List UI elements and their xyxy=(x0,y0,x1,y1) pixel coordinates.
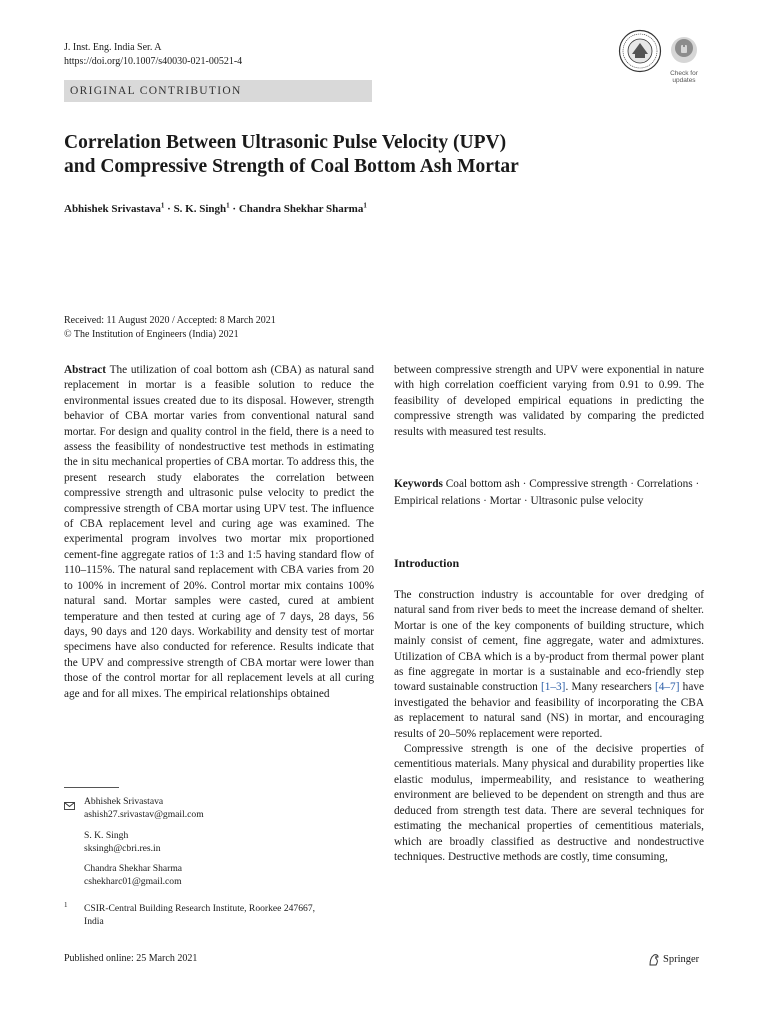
author-affiliation-mark: 1 xyxy=(160,201,165,210)
check-for-updates-button[interactable] xyxy=(666,36,702,84)
contact-email[interactable]: sksingh@cbri.res.in xyxy=(84,843,161,854)
introduction-paragraph-2: Compressive strength is one of the decisive properties of cementitious materials. Many physical and durability properties like elastic modulus, impermeability, and resistance to weathering environment are believed to be dependent on strength and thus are deduced from strength test data. There are several techniques for estimating the mechanical properties of cementitious materials, which are broadly classified as destructive and nondestructive techniques. Destructive methods are costly, time consuming, xyxy=(394,743,704,863)
introduction-body xyxy=(394,588,704,865)
title-line-2: and Compressive Strength of Coal Bottom Ash Mortar xyxy=(64,156,519,177)
introduction-paragraph-1: The construction industry is accountable for over dredging of natural sand from river beds to meet the increase demand of shelter. Mortar is one of the key components of building structure, which mainly consist of cement, fine aggregate, water and admixtures. Utilization of CBA which is a by-product from thermal power plant as fine aggregate in mortar is a sustainable and eco-friendly step toward sustainable construction [1–3]. Many researchers [4–7] have investigated the behavior and feasibility of incorporating the CBA as replacement to natural sand (NS) in mortar, and encouraging results of 20–50% replacement were reported. xyxy=(394,589,704,740)
affiliation-number: 1 xyxy=(64,901,68,909)
contact-name: Chandra Shekhar Sharma xyxy=(84,863,183,874)
author-name[interactable]: Chandra Shekhar Sharma xyxy=(238,203,364,215)
affiliation xyxy=(84,902,315,928)
received-accepted-dates: Received: 11 August 2020 / Accepted: 8 March 2021 xyxy=(64,315,276,326)
published-online-date: Published online: 25 March 2021 xyxy=(64,953,198,964)
corresponding-author-2 xyxy=(84,829,161,855)
copyright-notice: © The Institution of Engineers (India) 2021 xyxy=(64,328,239,340)
corresponding-author-1 xyxy=(84,795,204,821)
springer-horse-icon xyxy=(648,953,660,966)
keywords-block xyxy=(394,476,704,509)
keywords-heading: Keywords xyxy=(394,478,443,490)
citation-link[interactable]: [1–3] xyxy=(540,681,566,694)
contact-name: S. K. Singh xyxy=(84,830,129,841)
contact-email[interactable]: ashish27.srivastav@gmail.com xyxy=(84,809,204,820)
article-type-badge: ORIGINAL CONTRIBUTION xyxy=(64,80,372,102)
citation-link[interactable]: [4–7] xyxy=(655,681,680,694)
check-updates-icon xyxy=(670,36,698,64)
author-separator: · xyxy=(229,203,239,215)
abstract-continuation: between compressive strength and UPV were exponential in nature with high correlation coefficient varying from 0.91 to 0.99. The feasibility of developed empirical equations in predicting the compressive strength was validated by comparing the predicted results with measured test results. xyxy=(394,364,704,438)
check-updates-label-1: Check for xyxy=(670,70,698,77)
mail-icon xyxy=(64,797,75,815)
contact-email[interactable]: cshekharc01@gmail.com xyxy=(84,876,182,887)
abstract-heading: Abstract xyxy=(64,364,107,376)
contact-name: Abhishek Srivastava xyxy=(84,796,164,807)
title-line-1: Correlation Between Ultrasonic Pulse Velocity (UPV) xyxy=(64,132,507,153)
publication-dates xyxy=(64,314,276,341)
author-affiliation-mark: 1 xyxy=(226,201,230,210)
abstract-right-column xyxy=(394,363,704,440)
abstract-text: The utilization of coal bottom ash (CBA) as natural sand replacement in mortar is a feasible solution to reduce the environmental issues created due to its disposal. However, strength behavior of CBA mortar varies from conventional natural sand mortar. For design and quality control in the field, there is a need to assess the feasibility of nondestructive test methods in estimating the in situ mechanical properties of CBA mortar. To address this, the present research study elaborates the correlation between compressive strength and ultrasonic pulse velocity to predict the compressive strength of CBA mortar using UPV test. The influence of CBA replacement level and curing age was examined. The experimental program involves two mortar mix proportioned cement-fine aggregate ratios of 1:3 and 1:5 having standard flow of 110–115%. The natural sand replacement with CBA varies from 20 to 100% in increment of 20%. Control mortar mix contains 100% natural sand. Mortar samples were casted, cured at ambient temperature and then tested at curing age of 7 days, 28 days, 56 days, 90 days and 120 days. Workability and density test of mortar specimens have also conducted for reference. Results indicate that the UPV and compressive strength of CBA mortar were lower than those of the control mortar for all replacement levels at all curing age and for all mixes. The empirical relationships obtained xyxy=(64,364,374,700)
corresponding-author-3 xyxy=(84,862,182,888)
footnote-divider xyxy=(64,787,119,788)
institution-seal-logo xyxy=(618,29,662,73)
article-title xyxy=(64,131,704,179)
doi-link[interactable]: https://doi.org/10.1007/s40030-021-00521-4 xyxy=(64,56,243,67)
journal-name: J. Inst. Eng. India Ser. A xyxy=(64,42,162,53)
introduction-heading: Introduction xyxy=(394,556,460,570)
author-name[interactable]: Abhishek Srivastava xyxy=(64,203,161,215)
publisher-logo[interactable] xyxy=(648,953,699,966)
abstract-left-column xyxy=(64,363,374,702)
author-separator: · xyxy=(164,203,174,215)
affiliation-line-2: India xyxy=(84,916,104,927)
check-updates-label-2: updates xyxy=(672,77,696,84)
author-list xyxy=(64,203,367,215)
publisher-name: Springer xyxy=(663,954,700,965)
author-affiliation-mark: 1 xyxy=(363,201,367,210)
keywords-list: Coal bottom ash · Compressive strength · Correlations · Empirical relations · Mortar · Ultrasonic pulse velocity xyxy=(394,478,700,507)
affiliation-line-1: CSIR-Central Building Research Institute, Roorkee 247667, xyxy=(84,903,316,914)
author-name[interactable]: S. K. Singh xyxy=(173,203,227,215)
